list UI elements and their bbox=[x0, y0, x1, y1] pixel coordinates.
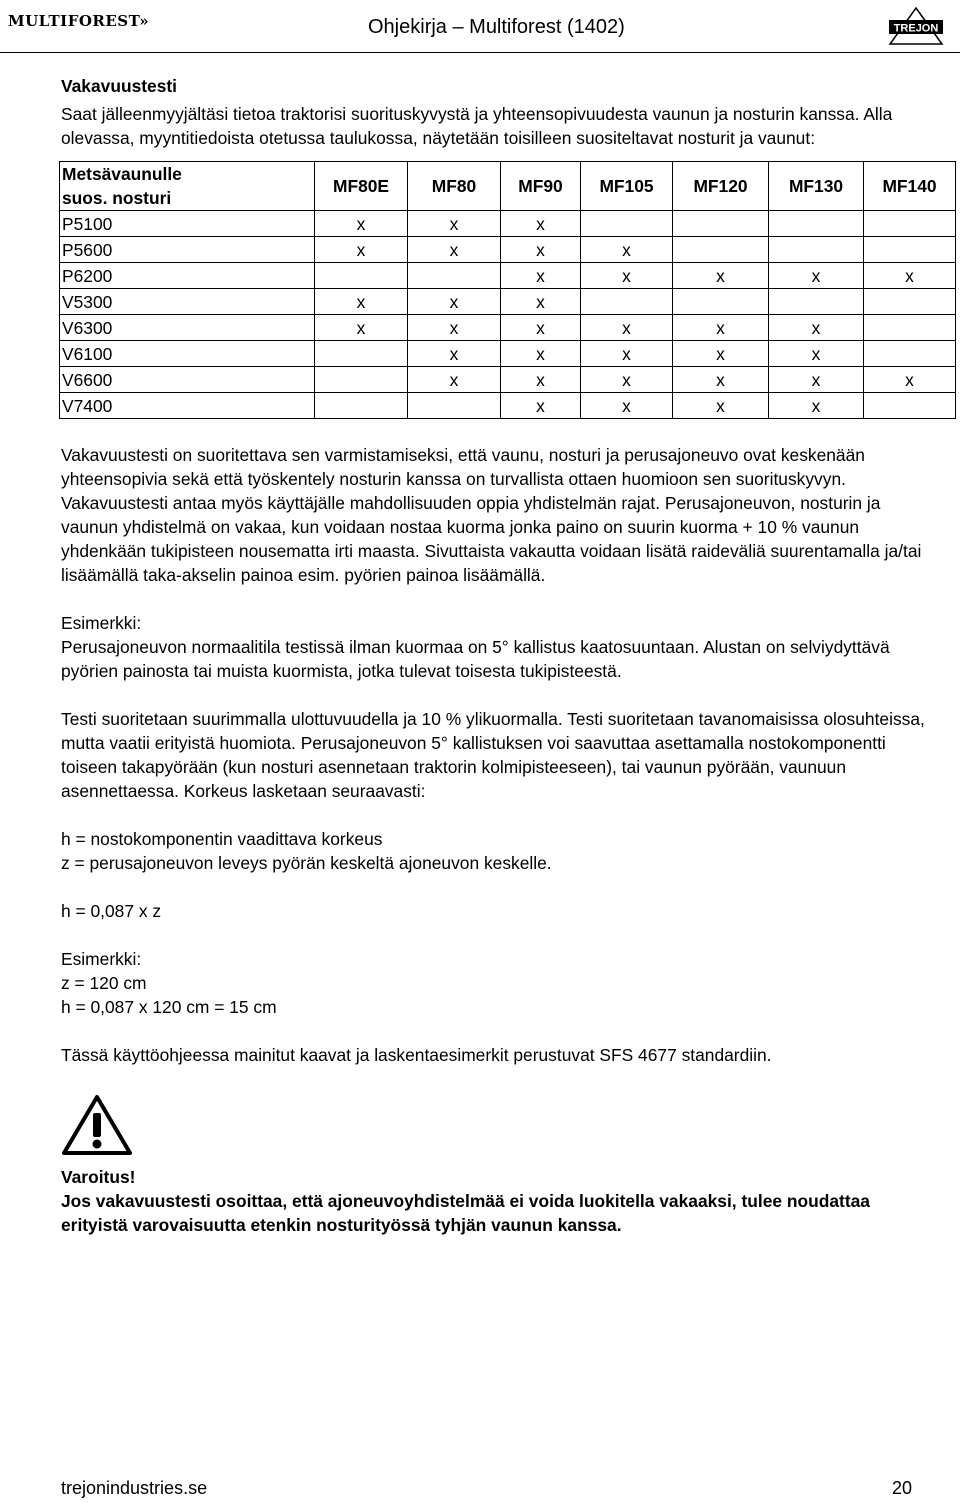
compatibility-cell bbox=[864, 393, 956, 419]
compatibility-cell: x bbox=[501, 237, 581, 263]
page-content bbox=[61, 74, 937, 1237]
compatibility-cell: x bbox=[769, 341, 864, 367]
compatibility-cell: x bbox=[673, 367, 769, 393]
table-corner-header bbox=[60, 162, 315, 211]
body-paragraph-2: Testi suoritetaan suurimmalla ulottuvuudella ja 10 % ylikuormalla. Testi suoritetaan tavanomaisissa olosuhteissa, mutta vaatii erityistä huomiota. Perusajoneuvon 5° kallistuksen voi saavuttaa asettamalla nostokomponentti toiseen takapyörään (kun nosturi asennetaan traktorin kolmipisteeseen), tai vaunun pyörään, vaunuun asennettaessa. Korkeus lasketaan seuraavasti: bbox=[61, 709, 925, 801]
compatibility-cell bbox=[408, 393, 501, 419]
example-2-label: Esimerkki: bbox=[61, 949, 142, 969]
table-row bbox=[60, 211, 956, 237]
column-header: MF130 bbox=[769, 162, 864, 211]
compatibility-cell bbox=[769, 211, 864, 237]
compatibility-cell: x bbox=[315, 315, 408, 341]
column-header: MF80E bbox=[315, 162, 408, 211]
row-name-cell: V6300 bbox=[60, 315, 315, 341]
compatibility-cell: x bbox=[408, 289, 501, 315]
compatibility-table bbox=[59, 161, 956, 419]
compatibility-cell: x bbox=[769, 263, 864, 289]
compatibility-cell: x bbox=[501, 367, 581, 393]
compatibility-cell: x bbox=[501, 263, 581, 289]
row-name-cell: P6200 bbox=[60, 263, 315, 289]
compatibility-cell bbox=[408, 263, 501, 289]
compatibility-cell: x bbox=[673, 341, 769, 367]
corner-line-2: suos. nosturi bbox=[62, 188, 172, 208]
column-header: MF80 bbox=[408, 162, 501, 211]
compatibility-cell: x bbox=[581, 315, 673, 341]
example-2-z: z = 120 cm bbox=[61, 973, 147, 993]
compatibility-cell: x bbox=[408, 315, 501, 341]
compatibility-cell: x bbox=[315, 289, 408, 315]
table-row bbox=[60, 341, 956, 367]
compatibility-cell bbox=[581, 211, 673, 237]
compatibility-cell bbox=[673, 211, 769, 237]
compatibility-cell bbox=[581, 289, 673, 315]
column-header: MF140 bbox=[864, 162, 956, 211]
compatibility-cell: x bbox=[408, 237, 501, 263]
page-header bbox=[0, 0, 960, 53]
footer-page-number: 20 bbox=[892, 1478, 913, 1498]
compatibility-cell: x bbox=[581, 237, 673, 263]
row-name-cell: P5600 bbox=[60, 237, 315, 263]
trejon-logo-icon bbox=[886, 6, 946, 46]
compatibility-cell bbox=[864, 289, 956, 315]
compatibility-cell: x bbox=[673, 315, 769, 341]
table-row bbox=[60, 263, 956, 289]
compatibility-cell: x bbox=[315, 211, 408, 237]
compatibility-cell: x bbox=[864, 367, 956, 393]
row-name-cell: V7400 bbox=[60, 393, 315, 419]
compatibility-cell bbox=[769, 289, 864, 315]
warning-title: Varoitus! bbox=[61, 1167, 136, 1187]
table-row bbox=[60, 315, 956, 341]
section-heading: Vakavuustesti bbox=[61, 76, 178, 96]
definition-h: h = nostokomponentin vaadittava korkeus bbox=[61, 829, 383, 849]
logo-text: TREJON bbox=[893, 22, 939, 35]
definition-z: z = perusajoneuvon leveys pyörän keskeltä ajoneuvon keskelle. bbox=[61, 853, 552, 873]
compatibility-cell bbox=[315, 263, 408, 289]
table-row bbox=[60, 393, 956, 419]
compatibility-cell: x bbox=[501, 341, 581, 367]
document-title: Ohjekirja – Multiforest (1402) bbox=[368, 16, 625, 38]
compatibility-cell bbox=[315, 341, 408, 367]
standard-note: Tässä käyttöohjeessa mainitut kaavat ja laskentaesimerkit perustuvat SFS 4677 standardiin. bbox=[61, 1045, 772, 1065]
column-header: MF120 bbox=[673, 162, 769, 211]
body-paragraph-1: Vakavuustesti on suoritettava sen varmistamiseksi, että vaunu, nosturi ja perusajoneuvo ovat keskenään yhteensopivia sekä että työskentely nosturin kanssa on turvallista ottaen huomioon sen suorituskyvyn. Vakavuustesti antaa myös käyttäjälle mahdollisuuden oppia yhdistelmän rajat. Perusajoneuvon, nosturin ja vaunun yhdistelmä on vakaa, kun voidaan nostaa kuorma jonka paino on suurin kuorma + 10 % vaunun yhdenkään tukipisteen nousematta irti maasta. Sivuttaista vakautta voidaan lisätä raideväliä suurentamalla ja/tai lisäämällä taka-akselin painoa esim. pyörien painoa lisäämällä. bbox=[61, 445, 922, 585]
compatibility-cell bbox=[673, 237, 769, 263]
intro-paragraph: Saat jälleenmyyjältäsi tietoa traktorisi suorituskyvystä ja yhteensopivuudesta vaunun ja nosturin kanssa. Alla olevassa, myyntitiedoista otetussa taulukossa, näytetään toisilleen suositeltavat nosturit ja vaunut: bbox=[61, 104, 893, 148]
corner-line-1: Metsävaunulle bbox=[62, 164, 182, 184]
brand-logo-text: MULTIFOREST» bbox=[8, 12, 150, 30]
compatibility-cell: x bbox=[501, 211, 581, 237]
example-1-text: Perusajoneuvon normaalitila testissä ilman kuormaa on 5° kallistus kaatosuuntaan. Alustan on selviydyttävä pyörien painosta tai muista kuormista, jotka tulevat toisesta tukipisteestä. bbox=[61, 637, 890, 681]
compatibility-cell: x bbox=[501, 289, 581, 315]
column-header: MF90 bbox=[501, 162, 581, 211]
compatibility-cell: x bbox=[501, 393, 581, 419]
compatibility-cell bbox=[673, 289, 769, 315]
compatibility-cell: x bbox=[408, 367, 501, 393]
compatibility-cell: x bbox=[769, 315, 864, 341]
compatibility-cell bbox=[769, 237, 864, 263]
warning-text: Jos vakavuustesti osoittaa, että ajoneuvoyhdistelmää ei voida luokitella vakaaksi, tulee noudattaa erityistä varovaisuutta etenkin nosturityössä tyhjän vaunun kanssa. bbox=[61, 1191, 870, 1235]
compatibility-cell: x bbox=[673, 263, 769, 289]
compatibility-cell: x bbox=[315, 237, 408, 263]
compatibility-cell: x bbox=[769, 393, 864, 419]
compatibility-cell bbox=[864, 315, 956, 341]
footer-site: trejonindustries.se bbox=[61, 1478, 208, 1498]
compatibility-cell: x bbox=[581, 263, 673, 289]
example-1-label: Esimerkki: bbox=[61, 613, 142, 633]
compatibility-cell: x bbox=[864, 263, 956, 289]
column-header: MF105 bbox=[581, 162, 673, 211]
compatibility-cell bbox=[315, 393, 408, 419]
compatibility-cell: x bbox=[581, 393, 673, 419]
compatibility-cell: x bbox=[581, 341, 673, 367]
compatibility-cell bbox=[864, 341, 956, 367]
table-row bbox=[60, 367, 956, 393]
formula: h = 0,087 x z bbox=[61, 901, 162, 921]
table-body bbox=[60, 211, 956, 419]
compatibility-cell: x bbox=[673, 393, 769, 419]
row-name-cell: P5100 bbox=[60, 211, 315, 237]
compatibility-cell: x bbox=[581, 367, 673, 393]
compatibility-cell: x bbox=[408, 211, 501, 237]
row-name-cell: V6100 bbox=[60, 341, 315, 367]
compatibility-cell: x bbox=[501, 315, 581, 341]
compatibility-cell bbox=[864, 237, 956, 263]
compatibility-cell: x bbox=[408, 341, 501, 367]
warning-triangle-icon bbox=[61, 1093, 133, 1157]
row-name-cell: V6600 bbox=[60, 367, 315, 393]
table-row bbox=[60, 237, 956, 263]
example-2-h: h = 0,087 x 120 cm = 15 cm bbox=[61, 997, 277, 1017]
compatibility-cell: x bbox=[769, 367, 864, 393]
row-name-cell: V5300 bbox=[60, 289, 315, 315]
compatibility-cell bbox=[864, 211, 956, 237]
table-row bbox=[60, 289, 956, 315]
compatibility-cell bbox=[315, 367, 408, 393]
